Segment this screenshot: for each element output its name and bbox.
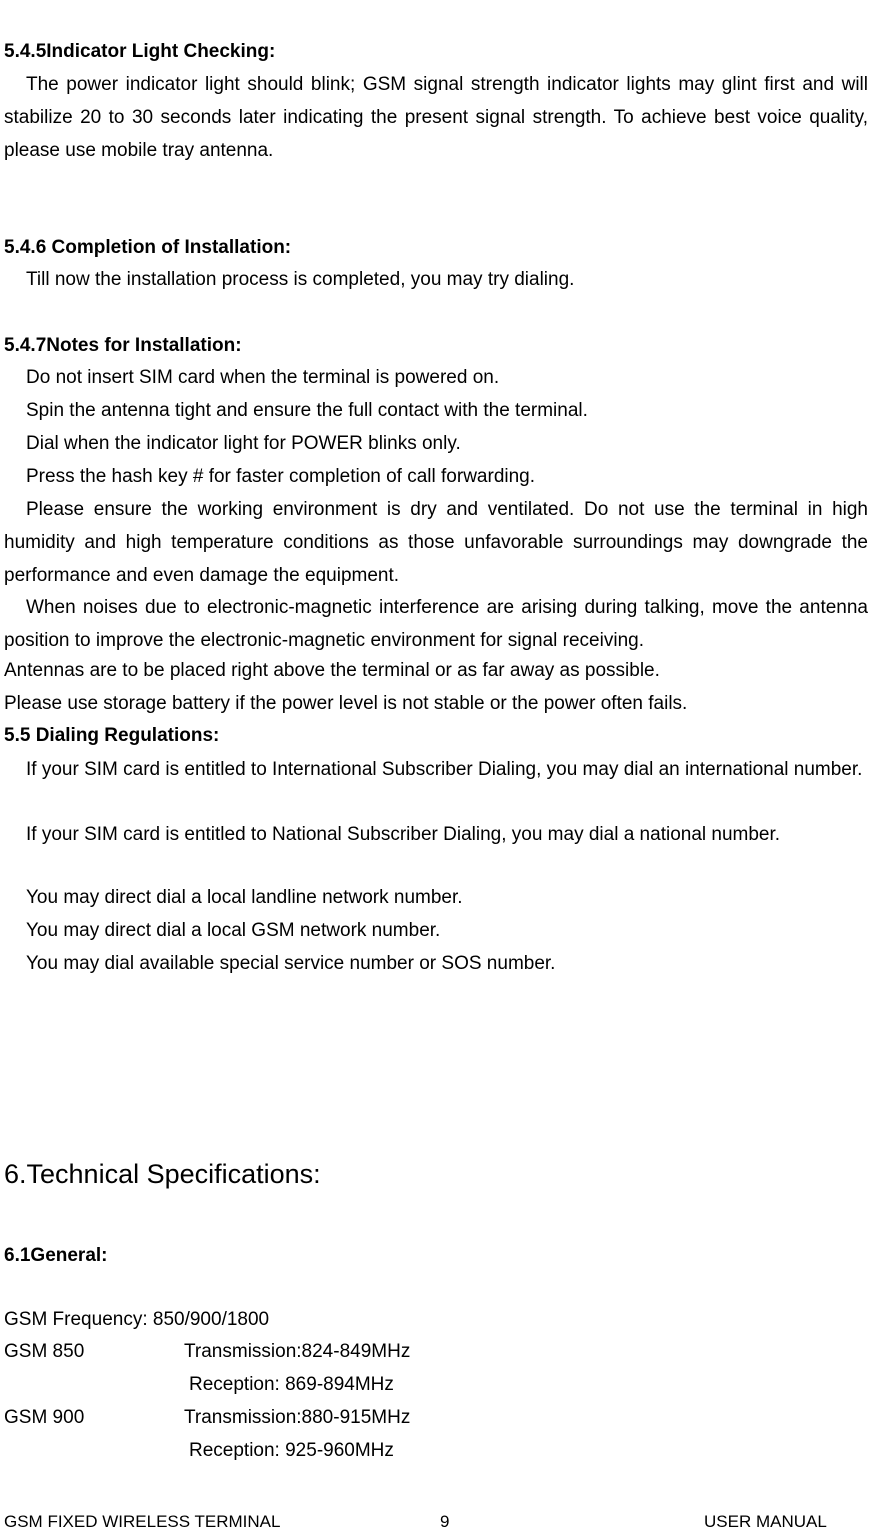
section-title-technical-specifications: 6.Technical Specifications:: [4, 1159, 321, 1189]
footer-page-number: 9: [440, 1512, 450, 1531]
footer-manual-label: USER MANUAL: [704, 1512, 827, 1531]
note-line-4: Press the hash key # for faster completion of call forwarding.: [26, 466, 536, 487]
heading-notes-for-installation: 5.4.7Notes for Installation:: [4, 335, 242, 356]
footer-document-title: GSM FIXED WIRELESS TERMINAL: [4, 1512, 281, 1531]
dialing-paragraph-international: If your SIM card is entitled to International Subscriber Dialing, you may dial an international number.: [26, 759, 863, 780]
spec-gsm-frequency: GSM Frequency: 850/900/1800: [4, 1309, 270, 1330]
spec-gsm850-transmission: Transmission:824-849MHz: [184, 1341, 411, 1362]
spec-gsm850-label: GSM 850: [4, 1341, 85, 1362]
note-paragraph-environment: Please ensure the working environment is dry and ventilated. Do not use the terminal in high humidity and high temperature conditions as those unfavorable surroundings may downgrade the performance and even damage the equipment.: [4, 499, 868, 586]
spec-gsm900-transmission: Transmission:880-915MHz: [184, 1407, 411, 1428]
paragraph-completion: Till now the installation process is completed, you may try dialing.: [26, 269, 575, 290]
note-line-1: Do not insert SIM card when the terminal is powered on.: [26, 367, 500, 388]
heading-completion-of-installation: 5.4.6 Completion of Installation:: [4, 237, 292, 258]
dialing-line-landline: You may direct dial a local landline network number.: [26, 887, 463, 908]
spec-gsm850-reception: Reception: 869-894MHz: [189, 1374, 394, 1395]
heading-general: 6.1General:: [4, 1245, 108, 1266]
paragraph-indicator-light: The power indicator light should blink; GSM signal strength indicator lights may glint first and will stabilize 20 to 30 seconds later indicating the present signal strength. To achieve best voice quality, please use mobile tray antenna.: [4, 74, 868, 161]
spec-gsm900-reception: Reception: 925-960MHz: [189, 1440, 394, 1461]
note-paragraph-interference: When noises due to electronic-magnetic interference are arising during talking, move the antenna position to improve the electronic-magnetic environment for signal receiving.: [4, 597, 868, 651]
heading-indicator-light-checking: 5.4.5Indicator Light Checking:: [4, 41, 276, 62]
heading-dialing-regulations: 5.5 Dialing Regulations:: [4, 725, 220, 746]
note-line-battery: Please use storage battery if the power level is not stable or the power often fails.: [4, 693, 688, 714]
dialing-line-sos: You may dial available special service number or SOS number.: [26, 953, 556, 974]
note-line-2: Spin the antenna tight and ensure the full contact with the terminal.: [26, 400, 588, 421]
dialing-line-gsm: You may direct dial a local GSM network number.: [26, 920, 441, 941]
note-line-3: Dial when the indicator light for POWER blinks only.: [26, 433, 461, 454]
note-line-antennas: Antennas are to be placed right above the terminal or as far away as possible.: [4, 660, 660, 681]
spec-gsm900-label: GSM 900: [4, 1407, 85, 1428]
dialing-paragraph-national: If your SIM card is entitled to National Subscriber Dialing, you may dial a national number.: [26, 824, 781, 845]
